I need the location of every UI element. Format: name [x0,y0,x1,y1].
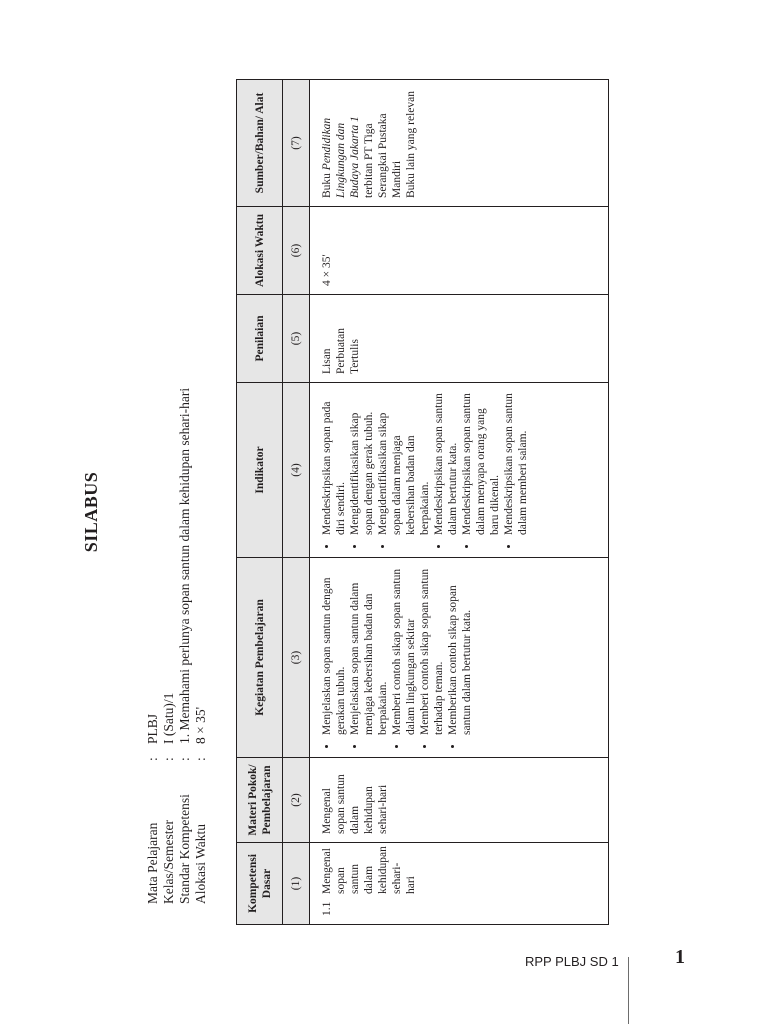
list-item: • Menjelaskan sopan santun dalam menjaga kebersihan badan dan berpakaian. [348,564,390,735]
penilaian-item: Lisan [321,348,333,374]
list-item: • Mendeskripsikan sopan pada diri sendiri. [320,389,348,535]
meta-colon: : [161,757,176,761]
meta-key: Alokasi Waktu [193,823,208,904]
sumber-book-title: Pendidikan Lingkungan dan Budaya Jakarta 1 [321,116,361,198]
meta-key: Standar Kompetensi [177,794,192,904]
list-item: • Memberi contoh sikap sopan santun terhadap teman. [418,564,446,735]
penilaian-item: Perbuatan [335,328,347,374]
footer-divider [628,957,629,1024]
silabus-table [236,79,609,925]
cell-kegiatan [310,558,609,758]
column-number: (3) [283,558,310,758]
table-row [310,80,609,925]
cell-materi: Mengenal sopan santun dalam kehidupan sehari-hari [310,758,609,843]
list-item: • Mendeskripsikan sopan santun dalam bertutur kata. [432,389,460,535]
cell-sumber [310,80,609,207]
list-item: • Memberikan contoh sikap sopan santun dalam bertutur kata. [446,564,474,735]
footer-label: RPP PLBJ SD 1 [525,954,619,969]
list-item: • Mengidentifikasikan sikap sopan dengan gerak tubuh. [348,389,376,535]
kegiatan-list [320,564,474,749]
column-number: (6) [283,207,310,295]
cell-alokasi: 4 × 35' [310,207,609,295]
page-number: 1 [675,946,685,968]
indikator-list [320,389,530,549]
meta-colon: : [177,757,192,761]
column-number: (5) [283,295,310,383]
list-item: • Mendeskripsikan sopan santun dalam memberi salam. [502,389,530,535]
meta-value: 8 × 35' [193,706,208,744]
sumber-publisher: terbitan PT Tiga Serangkai Pustaka Mandiri [363,113,403,198]
header-kegiatan-pembelajaran: Kegiatan Pembelajaran [237,558,283,758]
sumber-book-prefix: Buku [321,173,333,198]
kd-number: 1.1 [321,901,333,916]
meta-colon: : [193,757,208,761]
document-title: SILABUS [81,471,101,553]
kd-text: Mengenal sopan santun dalam kehidupan sehari-hari [321,846,417,894]
meta-key: Kelas/Semester [161,820,176,904]
meta-value: PLBJ [145,713,160,744]
header-indikator: Indikator [237,383,283,558]
meta-colon: : [145,757,160,761]
meta-key: Mata Pelajaran [145,822,160,904]
header-kompetensi-dasar: Kompetensi Dasar [237,843,283,925]
header-sumber: Sumber/Bahan/ Alat [237,80,283,207]
cell-indikator [310,383,609,558]
list-item: • Memberi contoh sikap sopan santun dalam lingkungan sekitar [390,564,418,735]
meta-value: I (Satu)/1 [161,692,176,744]
header-materi-pokok: Materi Pokok/ Pembelajaran [237,758,283,843]
number-row [283,80,310,925]
list-item: • Mendeskripsikan sopan santun dalam menyapa orang yang baru dikenal. [460,389,502,535]
penilaian-item: Tertulis [349,339,361,374]
list-item: • Menjelaskan sopan santun dengan gerakan tubuh. [320,564,348,735]
column-number: (7) [283,80,310,207]
list-item: • Mengidentifikasikan sikap sopan dalam menjaga kebersihan badan dan berpakaian. [376,389,432,535]
column-number: (1) [283,843,310,925]
cell-kompetensi-dasar [310,843,609,925]
meta-value: 1. Memahami perlunya sopan santun dalam kehidupan sehari-hari [177,387,192,744]
header-row [237,80,283,925]
header-penilaian: Penilaian [237,295,283,383]
cell-penilaian [310,295,609,383]
column-number: (4) [283,383,310,558]
sumber-other: Buku lain yang relevan [405,91,417,198]
column-number: (2) [283,758,310,843]
header-alokasi-waktu: Alokasi Waktu [237,207,283,295]
